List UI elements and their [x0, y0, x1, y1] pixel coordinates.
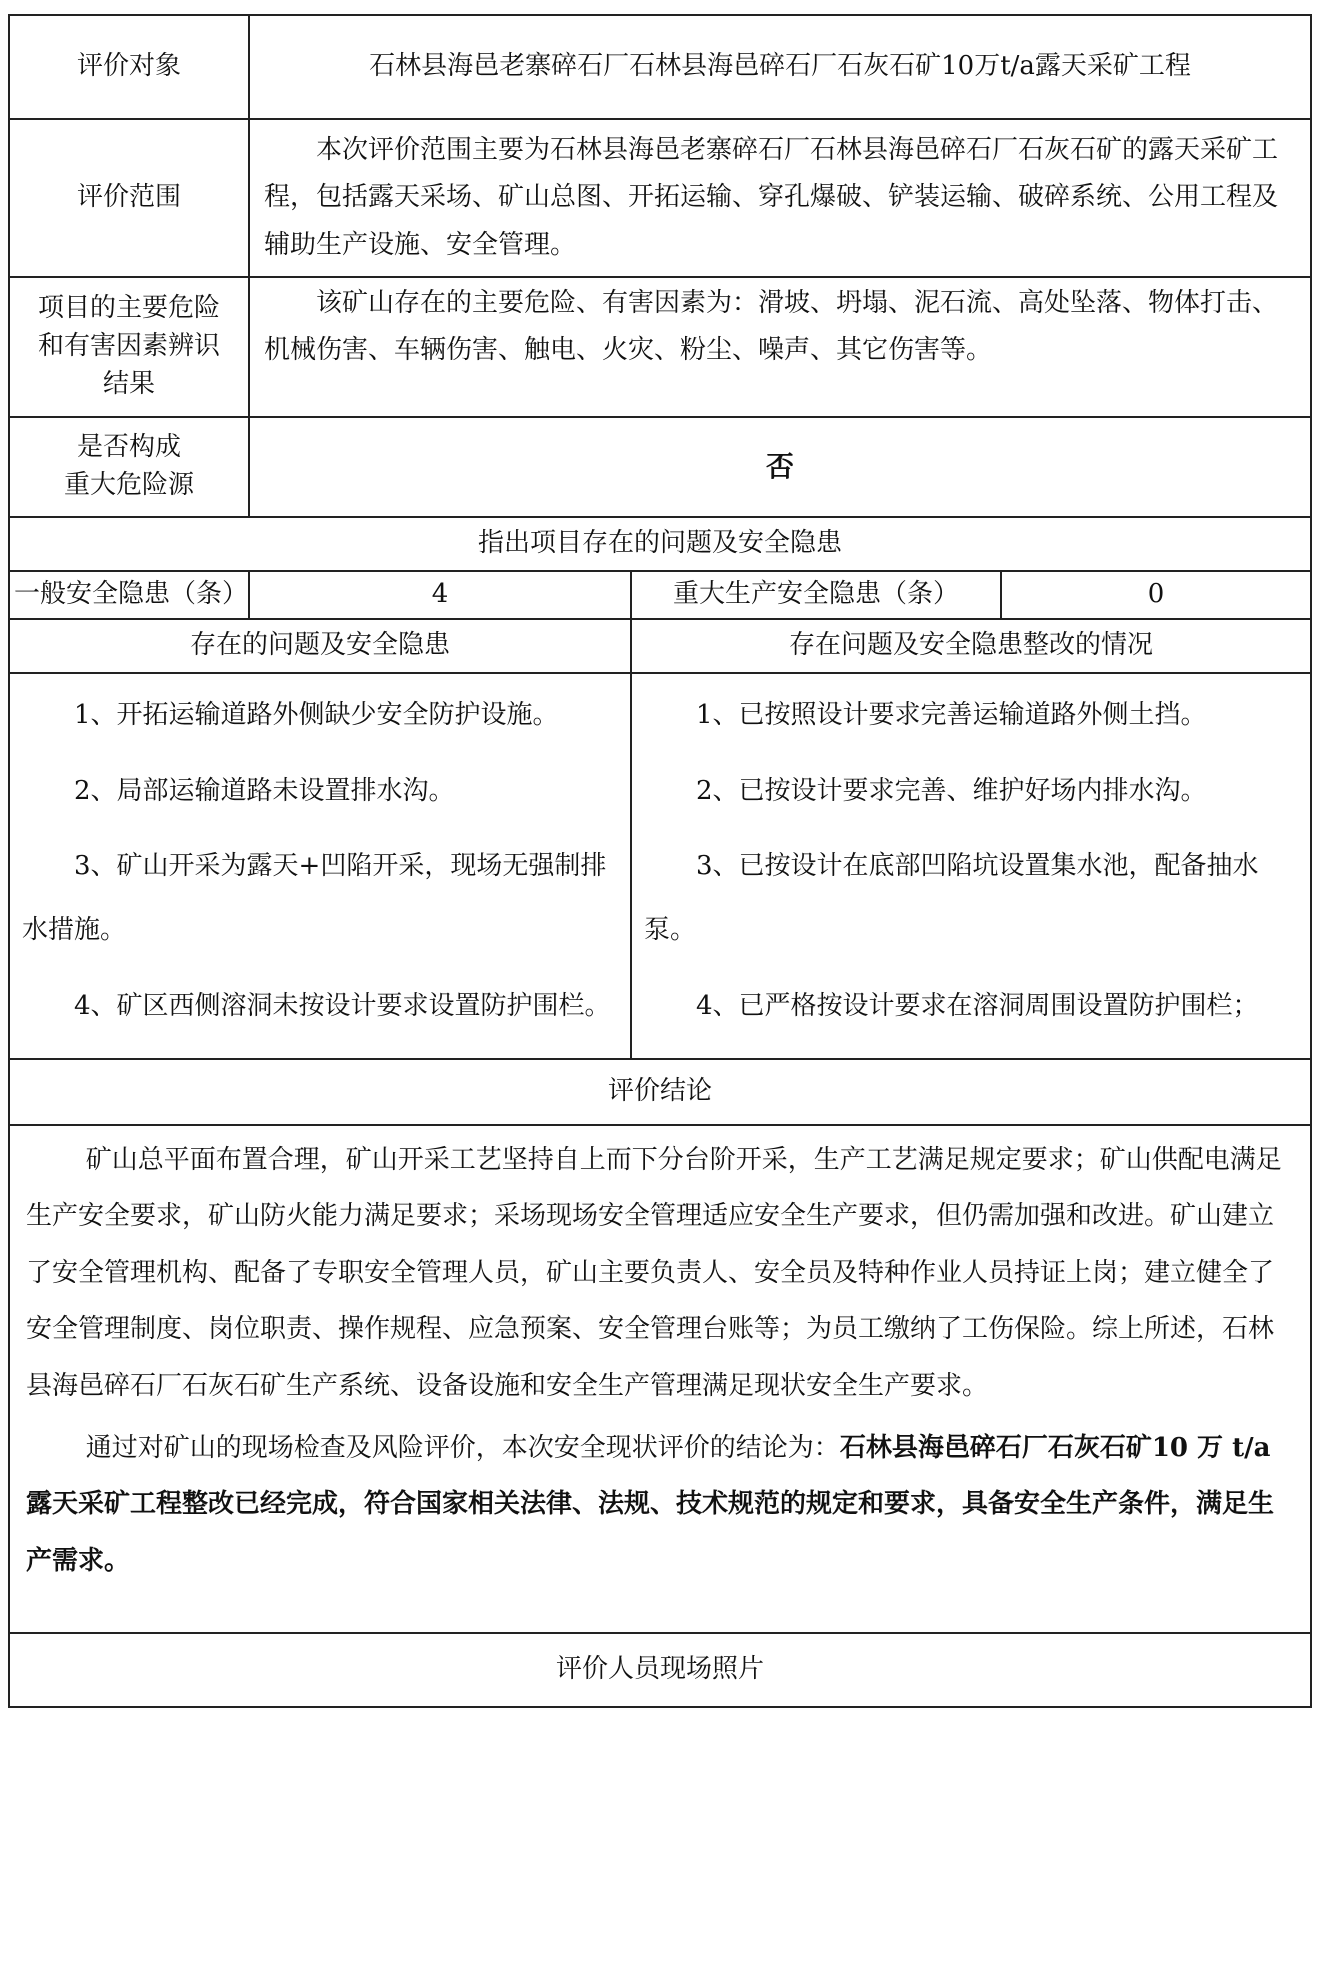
major-hazard-label-line2: 重大危险源	[63, 470, 194, 500]
problem-item-2: 2、局部运输道路未设置排水沟。	[74, 775, 455, 806]
conclusion-verdict-text: 石林县海邑碎石厂石灰石矿10 万 t/a 露天采矿工程整改已经完成，符合国家相关法律、法规、技术规范的规定和要求，具备安全生产条件，满足生产需求。	[26, 1433, 1275, 1576]
row-issues-column-headers	[9, 619, 1311, 673]
row-conclusion-title	[9, 1059, 1311, 1125]
hazard-identification-label	[9, 277, 249, 417]
fix-item-2: 2、已按设计要求完善、维护好场内排水沟。	[696, 775, 1207, 806]
evaluation-summary-table	[8, 14, 1312, 1708]
row-evaluation-object	[9, 15, 1311, 119]
evaluation-object-value: 石林县海邑老寨碎石厂石林县海邑碎石厂石灰石矿10万t/a露天采矿工程	[249, 15, 1311, 119]
row-issues-title	[9, 517, 1311, 571]
problems-column-header: 存在的问题及安全隐患	[9, 619, 631, 673]
fix-item-1: 1、已按照设计要求完善运输道路外侧土挡。	[696, 700, 1207, 730]
problem-item-3: 3、矿山开采为露天+凹陷开采，现场无强制排水措施。	[22, 851, 607, 946]
problem-item-1: 1、开拓运输道路外侧缺少安全防护设施。	[74, 700, 559, 730]
problems-list	[9, 673, 631, 1059]
row-conclusion-body	[9, 1125, 1311, 1633]
hazard-label-line2: 和有害因素辨识	[37, 331, 220, 362]
issues-section-title: 指出项目存在的问题及安全隐患	[9, 517, 1311, 571]
evaluation-report-page	[8, 14, 1310, 1708]
major-production-hazard-label: 重大生产安全隐患（条）	[631, 571, 1001, 619]
evaluation-scope-value: 本次评价范围主要为石林县海邑老寨碎石厂石林县海邑碎石厂石灰石矿的露天采矿工程，包括露天采场、矿山总图、开拓运输、穿孔爆破、铲装运输、破碎系统、公用工程及辅助生产设施、安全管理。	[264, 134, 1279, 260]
major-hazard-label	[9, 417, 249, 517]
fixes-column-header: 存在问题及安全隐患整改的情况	[631, 619, 1311, 673]
fix-item-3: 3、已按设计在底部凹陷坑设置集水池，配备抽水泵。	[644, 851, 1259, 946]
conclusion-lead-text: 通过对矿山的现场检查及风险评价，本次安全现状评价的结论为：	[85, 1433, 840, 1464]
evaluation-object-label: 评价对象	[9, 15, 249, 119]
row-site-photos	[9, 1633, 1311, 1707]
hazard-identification-value: 该矿山存在的主要危险、有害因素为：滑坡、坍塌、泥石流、高处坠落、物体打击、机械伤害、车辆伤害、触电、火灾、粉尘、噪声、其它伤害等。	[264, 288, 1279, 365]
conclusion-paragraph-1: 矿山总平面布置合理，矿山开采工艺坚持自上而下分台阶开采，生产工艺满足规定要求；矿山供配电满足生产安全要求，矿山防火能力满足要求；采场现场安全管理适应安全生产要求，但仍需加强和改进。矿山建立了安全管理机构、配备了专职安全管理人员，矿山主要负责人、安全员及特种作业人员持证上岗；建立健全了安全管理制度、岗位职责、操作规程、应急预案、安全管理台账等；为员工缴纳了工伤保险。综上所述，石林县海邑碎石厂石灰石矿生产系统、设备设施和安全生产管理满足现状安全生产要求。	[26, 1145, 1282, 1401]
evaluation-scope-label: 评价范围	[9, 119, 249, 277]
problem-item-4: 4、矿区西侧溶洞未按设计要求设置防护围栏。	[74, 990, 611, 1021]
row-hazard-identification	[9, 277, 1311, 417]
hazard-label-line1: 项目的主要危险	[37, 293, 220, 324]
general-hazard-label: 一般安全隐患（条）	[9, 571, 249, 619]
row-evaluation-scope	[9, 119, 1311, 277]
fixes-list	[631, 673, 1311, 1059]
evaluation-scope-cell	[249, 119, 1311, 277]
fix-item-4: 4、已严格按设计要求在溶洞周围设置防护围栏；	[696, 990, 1259, 1021]
row-major-hazard-source	[9, 417, 1311, 517]
hazard-identification-cell	[249, 277, 1311, 417]
conclusion-body	[9, 1125, 1311, 1633]
hazard-label-line3: 结果	[102, 368, 155, 399]
site-photos-title: 评价人员现场照片	[9, 1633, 1311, 1707]
row-issues-list	[9, 673, 1311, 1059]
general-hazard-count: 4	[249, 571, 631, 619]
conclusion-title: 评价结论	[9, 1059, 1311, 1125]
major-hazard-value: 否	[249, 417, 1311, 517]
row-hazard-counts	[9, 571, 1311, 619]
conclusion-paragraph-2-lead	[26, 1420, 1294, 1589]
major-production-hazard-count: 0	[1001, 571, 1311, 619]
major-hazard-label-line1: 是否构成	[76, 432, 181, 463]
